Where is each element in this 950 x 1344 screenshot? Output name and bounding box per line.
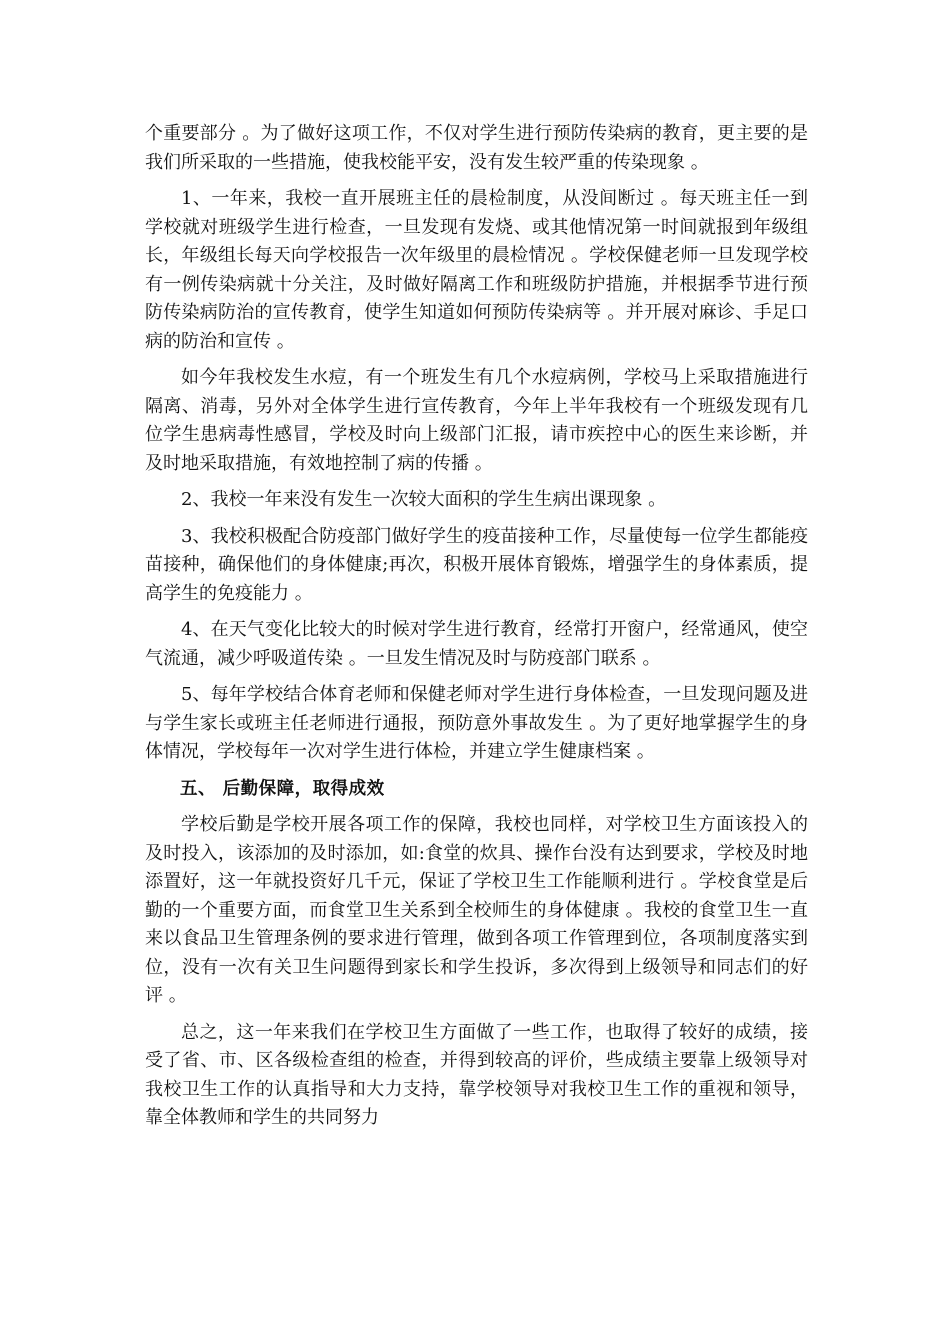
paragraph-item-4: 4、在天气变化比较大的时候对学生进行教育，经常打开窗户，经常通风，使空气流通，减少呼吸道传染 。一旦发生情况及时与防疫部门联系 。 bbox=[145, 619, 808, 669]
paragraph-item-3: 3、我校积极配合防疫部门做好学生的疫苗接种工作，尽量使每一位学生都能疫苗接种，确保他们的身体健康;再次，积极开展体育锻炼，增强学生的身体素质，提高学生的免疫能力 。 bbox=[145, 525, 808, 604]
paragraph-item-5: 5、每年学校结合体育老师和保健老师对学生进行身体检查，一旦发现问题及进与学生家长或班主任老师进行通报，预防意外事故发生 。为了更好地掌握学生的身体情况，学校每年一次对学生进行体检，并建立学生健康档案 。 bbox=[145, 684, 808, 762]
paragraph-item-1: 1、一年来，我校一直开展班主任的晨检制度，从没间断过 。每天班主任一到学校就对班级学生进行检查，一旦发现有发烧、或其他情况第一时间就报到年级组长，年级组长每天向学校报告一次年级里的晨检情况 。学校保健老师一旦发现学校有一例传染病就十分关注，及时做好隔离工作和班级防护措施，并根据季节进行预防传染病防治的宣传教育，使学生知道如何预防传染病等 。并开展对麻诊、手足口病的防治和宣传 。 bbox=[145, 188, 808, 352]
document-page bbox=[145, 120, 808, 1141]
paragraph-example: 如今年我校发生水痘，有一个班发生有几个水痘病例，学校马上采取措施进行隔离、消毒，另外对全体学生进行宣传教育，今年上半年我校有一个班级发现有几位学生患病毒性感冒，学校及时向上级部门汇报，请市疾控中心的医生来诊断，并及时地采取措施，有效地控制了病的传播 。 bbox=[145, 367, 808, 474]
paragraph-logistics: 学校后勤是学校开展各项工作的保障，我校也同样，对学校卫生方面该投入的及时投入，该添加的及时添加，如:食堂的炊具、操作台没有达到要求，学校及时地添置好，这一年就投资好几千元，保证了学校卫生工作能顺利进行 。学校食堂是后勤的一个重要方面，而食堂卫生关系到全校师生的身体健康 。我校的食堂卫生一直来以食品卫生管理条例的要求进行管理，做到各项工作管理到位，各项制度落实到位，没有一次有关卫生问题得到家长和学生投诉，多次得到上级领导和同志们的好评 。 bbox=[145, 814, 808, 1006]
section-heading: 五、 后勤保障，取得成效 bbox=[180, 778, 385, 799]
paragraph-item-2: 2、我校一年来没有发生一次较大面积的学生生病出课现象 。 bbox=[181, 489, 667, 510]
paragraph-intro: 个重要部分 。为了做好这项工作，不仅对学生进行预防传染病的教育，更主要的是我们所采取的一些措施，使我校能平安，没有发生较严重的传染现象 。 bbox=[145, 123, 808, 173]
paragraph-summary: 总之，这一年来我们在学校卫生方面做了一些工作，也取得了较好的成绩，接受了省、市、区各级检查组的检查，并得到较高的评价，些成绩主要靠上级领导对我校卫生工作的认真指导和大力支持，靠学校领导对我校卫生工作的重视和领导，靠全体教师和学生的共同努力 bbox=[145, 1021, 808, 1128]
